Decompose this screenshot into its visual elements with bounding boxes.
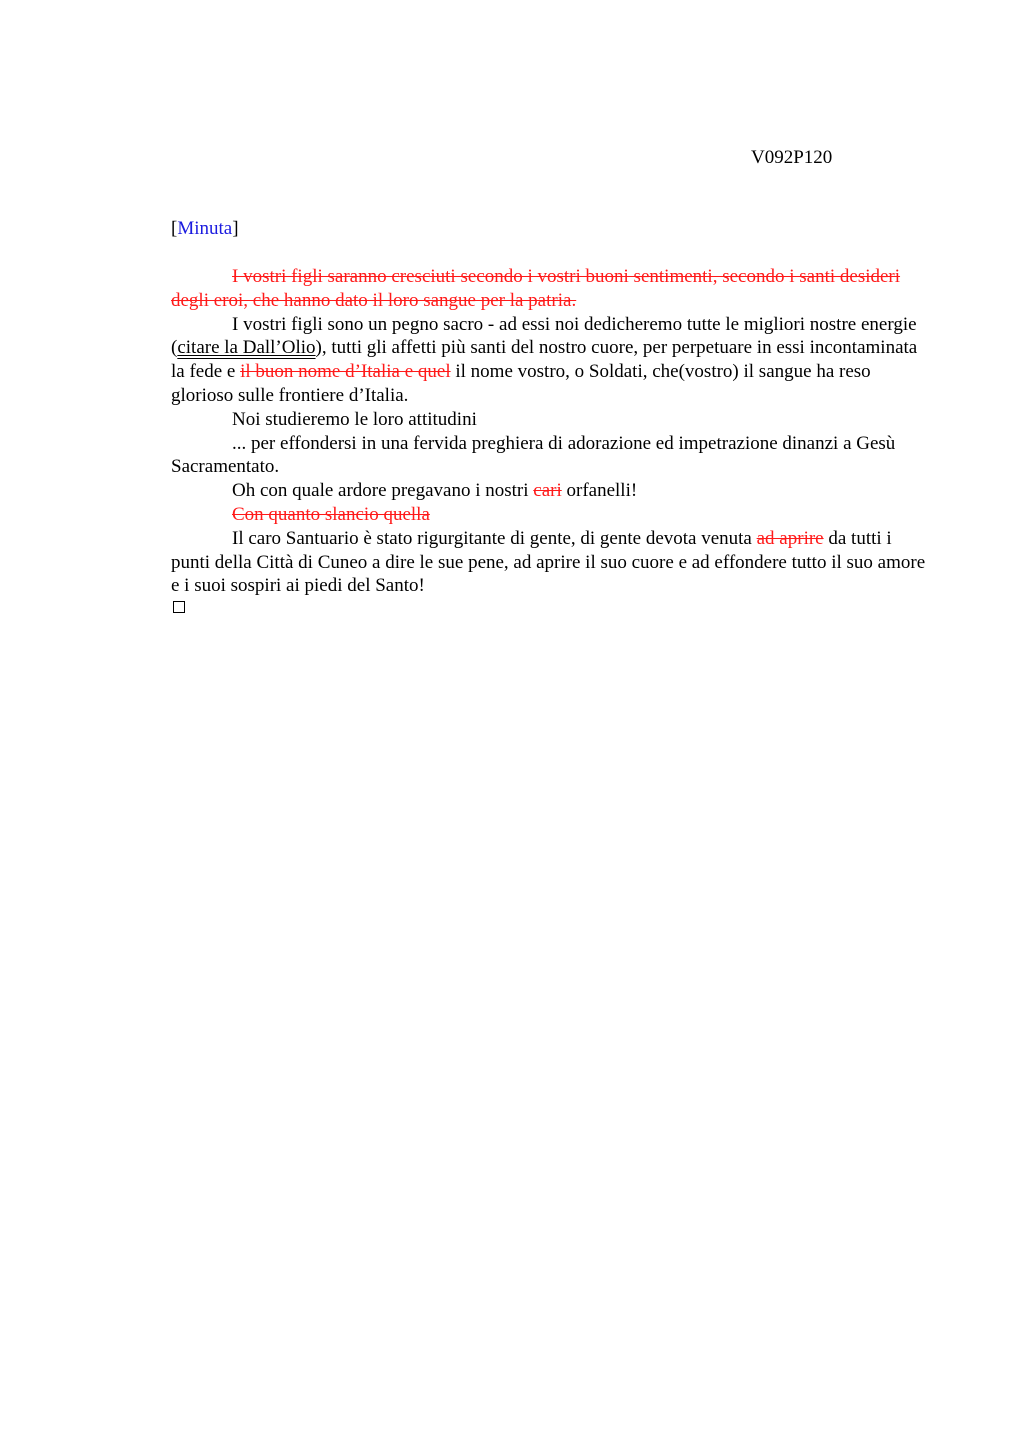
deleted-text: Con quanto slancio quella — [232, 503, 430, 525]
deleted-text: I vostri figli saranno cresciuti secondo i vostri buoni sentimenti, secondo i santi desideri degli eroi, che hanno dato il loro sangue per la patria. — [171, 266, 901, 311]
paragraph-text: Il caro Santuario è stato rigurgitante di gente, di gente devota venuta — [232, 527, 757, 549]
paragraph-text: I vostri figli sono un pegno sacro - ad essi noi dedicheremo tutte le migliori nostre energie ( — [171, 313, 917, 359]
deleted-text: cari — [533, 480, 562, 502]
paragraph-2 — [171, 313, 931, 408]
minuta-label: Minuta — [177, 218, 233, 239]
document-body — [171, 265, 931, 598]
minuta-open-bracket: [ — [171, 218, 178, 239]
deleted-text: ad aprire — [756, 527, 824, 549]
paragraph-1 — [171, 265, 931, 313]
deleted-text: il buon nome d’Italia e quel — [240, 361, 451, 383]
paragraph-text: ... per effondersi in una fervida preghiera di adorazione ed impetrazione dinanzi a Gesù Sacramentato. — [171, 432, 896, 478]
paragraph-text: ), tutti gli affetti più santi del nostro cuore, per perpetuare in essi incontaminata la fede e — [171, 337, 918, 383]
paragraph-5 — [171, 479, 931, 503]
minuta-heading — [171, 217, 239, 241]
empty-square-icon — [173, 601, 185, 613]
paragraph-7 — [171, 527, 931, 598]
paragraph-text: Noi studieremo le loro attitudini — [232, 408, 477, 430]
page-code: V092P120 — [751, 147, 833, 168]
paragraph-3 — [171, 408, 931, 432]
paragraph-text: il nome vostro, o Soldati, che(vostro) il sangue ha reso glorioso sulle frontiere d’Italia. — [171, 361, 871, 406]
paragraph-text: Oh con quale ardore pregavano i nostri — [232, 480, 534, 502]
paragraph-text: da tutti i punti della Città di Cuneo a dire le sue pene, ad aprire il suo cuore e ad effondere tutto il suo amore e i suoi sospiri ai piedi del Santo! — [171, 527, 926, 597]
paragraph-text: orfanelli! — [561, 480, 638, 502]
paragraph-4 — [171, 432, 931, 480]
paragraph-6 — [171, 503, 931, 527]
underlined-note: citare la Dall’Olio — [177, 337, 316, 359]
minuta-close-bracket: ] — [232, 218, 239, 239]
